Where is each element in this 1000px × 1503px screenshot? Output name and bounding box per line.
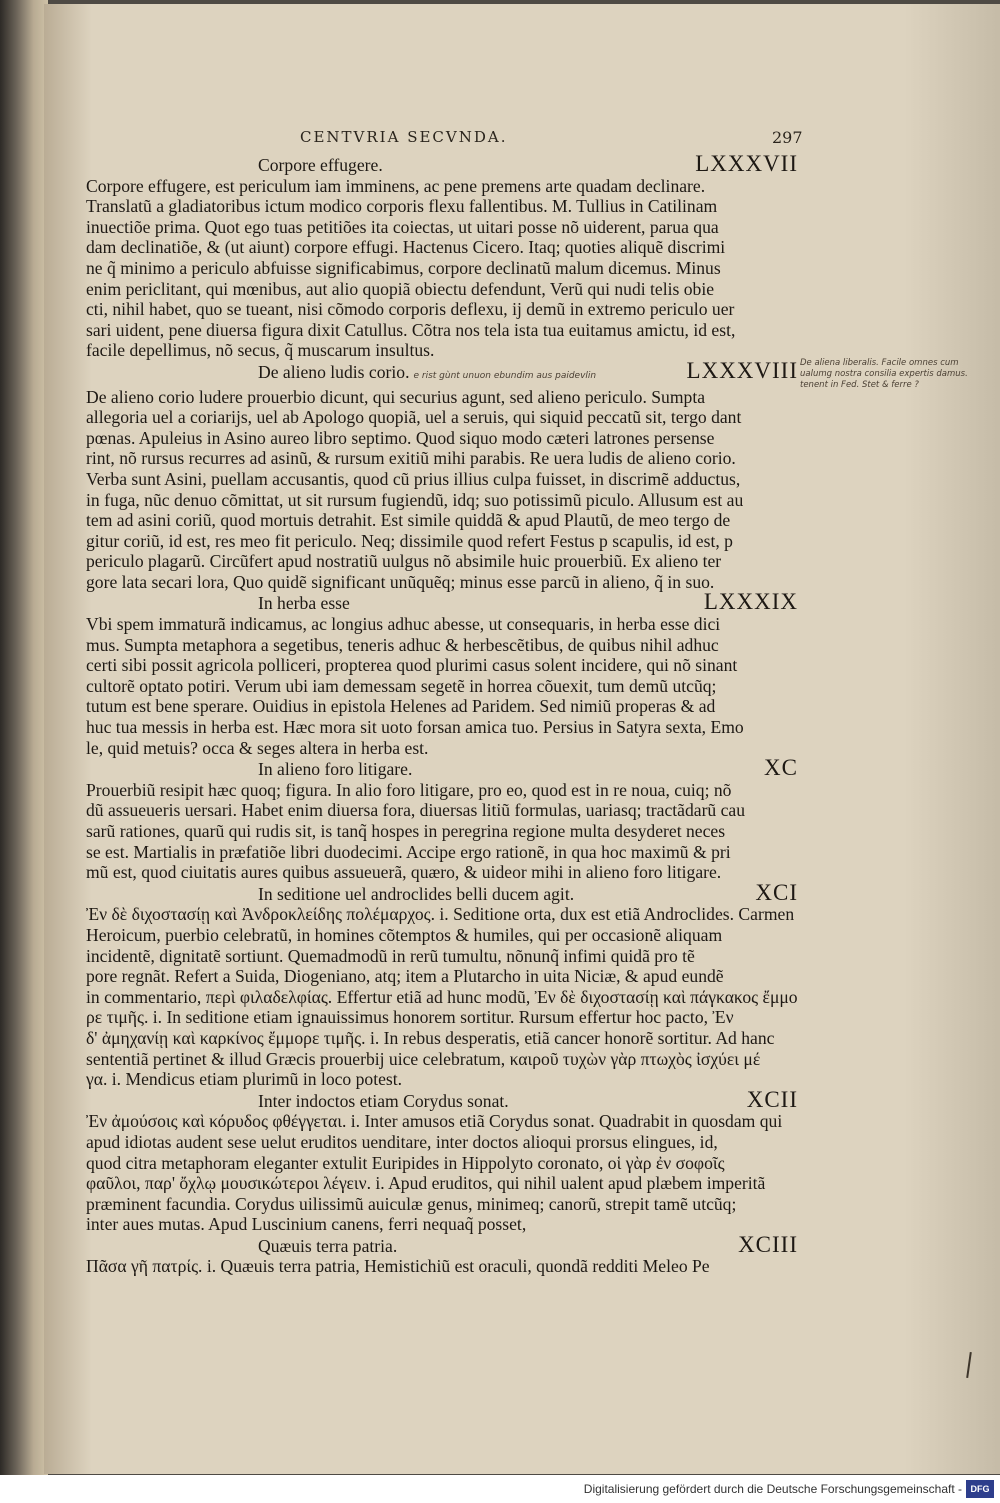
chapter-heading <box>86 1086 798 1112</box>
chapter-90 <box>86 755 798 883</box>
marginal-annotation: De aliena liberalis. Facile omnes cum ualumg nostra consilia expertis damus. tenent in Fed. Stet & ferre ? <box>800 358 968 390</box>
chapter-91 <box>86 879 798 1090</box>
text-line: tutum est bene sperare. Ouidius in epistola Helenes ad Paridem. Sed nimiũ properas & ad <box>86 696 716 717</box>
text-line: quod citra metaphoram eleganter extulit Euripides in Hippolyto coronato, οἱ γὰρ ἐν σοφοῖς <box>86 1152 725 1173</box>
funding-credit: Digitalisierung gefördert durch die Deutsche Forschungsgemeinschaft - <box>583 1482 962 1496</box>
text-line: ρε τιμῆς. i. In seditione etiam ignauissimus honorem sortitur. Rursum effertur hoc pacto, Ἐν <box>86 1007 734 1028</box>
text-line: in commentario, περὶ φιλαδελφίας. Effertur etiã ad hunc modũ, Ἐν δὲ διχοστασίῃ καὶ πάγκακος ἔμμο <box>86 986 798 1007</box>
chapter-88 <box>86 357 798 593</box>
chapter-title: In alieno foro litigare. <box>258 759 413 780</box>
chapter-numeral: XCI <box>755 879 798 905</box>
text-line: apud idiotas audent sese uelut eruditos uenditare, inter doctos alioqui prorsus elingues, id, <box>86 1131 718 1152</box>
chapter-87 <box>86 151 798 361</box>
text-line: incidentẽ, dignitatẽ sortiunt. Quemadmodũ in rerũ tumultu, nõnunq̃ infimi quidã pro tẽ <box>86 945 695 966</box>
text-line: γα. i. Mendicus etiam plurimũ in loco potest. <box>86 1069 403 1090</box>
text-line: gore lata secari lora, Quo quidẽ significant unũquẽq; minus esse parcũ in alieno, q̃ in suo. <box>86 571 715 592</box>
chapter-heading <box>86 879 798 905</box>
dfg-logo-icon: DFG <box>966 1480 994 1498</box>
text-line: gitur coriũ, id est, res meo fit periculo. Neq; dissimile quod refert Festus p scapulis, id est, p <box>86 530 733 551</box>
chapter-title: Corpore effugere. <box>258 155 383 175</box>
text-line: φαῦλοι, παρ' ὄχλῳ μουσικώτεροι λέγειν. i. Apud eruditos, qui nihil ualent apud plæbem imperitã <box>86 1173 766 1194</box>
text-line: Prouerbiũ resipit hæc quoq; figura. In alio foro litigare, pro eo, quod est in re noua, cuiq; nõ <box>86 779 732 800</box>
text-line: enim periclitant, qui mœnibus, aut alio quopiã obiectu defendunt, Verũ qui nudi telis obie <box>86 278 715 299</box>
chapter-heading <box>86 755 798 781</box>
text-line: sententiã pertinet & illud Græcis prouerbij uice celebratum, καιροῦ τυχὼν γὰρ πτωχὸς ἰσχύει μέ <box>86 1048 761 1069</box>
text-line: præminent facundia. Corydus uilissimũ auiculæ genus, minimeq; canorũ, strepit tamẽ utcũq; <box>86 1193 737 1214</box>
text-line: inuectiõe prima. Quot ego tuas petitiões ita coiectas, ut uitari posse nõ uiderent, parua qua <box>86 216 719 237</box>
text-line: rint, nõ rursus recurres ad asinũ, & rursum exitiũ mihi parabis. Re uera ludis de alieno corio. <box>86 448 736 469</box>
chapter-numeral: LXXXIX <box>703 589 798 615</box>
text-line: cultorẽ optato potiri. Verum ubi iam demessam segetẽ in horrea cõuexit, tum demũ utcũq; <box>86 675 717 696</box>
text-line: ne q̃ minimo a periculo abfuisse significabimus, corpore declinatũ malum dicemus. Minus <box>86 257 721 278</box>
chapter-heading <box>86 357 798 387</box>
chapter-93 <box>86 1231 798 1277</box>
chapter-numeral: XC <box>764 755 798 781</box>
text-line: certi sibi possit agricola polliceri, propterea quod plurimi casus solent incidere, qui nõ sinant <box>86 655 738 676</box>
text-line: pore regnãt. Refert a Suida, Diogeniano, atq; item a Plutarcho in uita Niciæ, & apud eundẽ <box>86 966 724 987</box>
text-line: Ἐν δὲ διχοστασίῃ καὶ Ἀνδροκλείδης πολέμαρχος. i. Seditione orta, dux est etiã Androclides. Carmen <box>86 904 795 925</box>
text-line: inter aues mutas. Apud Luscinium canens, ferri nequaq̃ posset, <box>86 1214 527 1235</box>
text-line: tem ad asini coriũ, quod mortuis detrahit. Est simile quiddã & apud Plautũ, de meo tergo de <box>86 510 731 531</box>
chapter-numeral: XCIII <box>738 1231 798 1257</box>
chapter-title: Inter indoctos etiam Corydus sonat. <box>258 1090 509 1111</box>
text-line: De alieno corio ludere prouerbio dicunt, qui securius agunt, sed alieno periculo. Sumpta <box>86 386 706 407</box>
text-line: allegoria uel a coriarijs, uel ab Apologo quopiã, uel a seruis, qui siquid peccatũ sit, tergo dant <box>86 407 742 428</box>
text-line: facile depellimus, nõ secus, q̃ muscarum insultus. <box>86 340 435 361</box>
handwritten-note: e rist gùnt unuon ebundim aus paidevlin <box>413 370 597 381</box>
text-line: se est. Martialis in præfatiõe libri duodecimi. Accipe ergo rationẽ, in qua hoc maximũ & pri <box>86 841 731 862</box>
chapter-title: De alieno ludis corio. <box>258 361 410 382</box>
text-line: huc tua messis in herba est. Hæc mora sit uoto forsan amica tuo. Persius in Satyra sexta, Emo <box>86 717 744 738</box>
text-line: pœnas. Apuleius in Asino aureo libro septimo. Quod siquo modo cæteri latrones persense <box>86 427 715 448</box>
text-line: Ἐν ἀμούσοις καὶ κόρυδος φθέγγεται. i. Inter amusos etiã Corydus sonat. Quadrabit in quosdam qui <box>86 1111 783 1132</box>
chapter-heading <box>86 1231 798 1257</box>
chapter-heading <box>86 151 798 176</box>
text-line: Corpore effugere, est periculum iam imminens, ac pene premens arte quadam declinare. <box>86 175 706 196</box>
chapter-title: In seditione uel androclides belli ducem agit. <box>258 883 575 904</box>
chapter-92 <box>86 1086 798 1235</box>
chapter-89 <box>86 589 798 758</box>
footer-bar <box>0 1475 1000 1503</box>
text-line: Translatũ a gladiatoribus ictum modico corporis flexu fallentibus. M. Tullius in Catilinam <box>86 196 718 217</box>
text-line: Vbi spem immaturã indicamus, ac longius adhuc abesse, ut consequaris, in herba esse dici <box>86 614 721 635</box>
text-line: sarũ rationes, quarũ qui rudis sit, is tanq̃ hospes in peregrina regione multa desyderet neces <box>86 821 726 841</box>
text-line: mũ est, quod ciuitatis aures quibus assueuerã, quæro, & uideor mihi in alieno foro litigare. <box>86 862 722 883</box>
text-line: mus. Sumpta metaphora a segetibus, teneris adhuc & herbescẽtibus, de quibus nihil adhuc <box>86 634 719 655</box>
chapter-heading <box>86 589 798 615</box>
chapter-numeral: LXXXVIII <box>686 357 798 383</box>
running-head: CENTVRIA SECVNDA. <box>300 128 508 146</box>
facing-page-edge <box>0 0 48 1475</box>
text-line: Heroicum, puerbio celebratũ, in homines cõtemptos & humiles, qui per occasionẽ aliquam <box>86 924 723 945</box>
chapter-title: In herba esse <box>258 593 350 614</box>
text-line: le, quid metuis? occa & seges altera in herba est. <box>86 737 429 758</box>
text-line: dam declinatiõe, & (ut aiunt) corpore effugi. Hactenus Cicero. Itaq; quoties aliquẽ discrimi <box>86 237 726 258</box>
text-line: cti, nihil habet, quo se tueant, nisi cõmodo corporis deflexu, ij demũ in extremo periculo uer <box>86 299 735 320</box>
chapter-title: Quæuis terra patria. <box>258 1235 398 1256</box>
text-line: in fuga, nũc denuo cõmittat, ut sit rursum fugiendũ, idq; suo potissimũ piculo. Allusum est au <box>86 489 744 510</box>
main-text <box>86 151 798 1277</box>
chapter-numeral: LXXXVII <box>695 151 798 176</box>
text-line: Πᾶσα γῆ πατρίς. i. Quæuis terra patria, Hemistichiũ est oraculi, quondã redditi Meleo Pe <box>86 1256 710 1277</box>
text-line: δ' ἀμηχανίῃ καὶ καρκίνος ἔμμορε τιμῆς. i. In rebus desperatis, etiã cancer honorẽ sortitur. Ad hanc <box>86 1027 775 1048</box>
page-number: 297 <box>772 128 803 147</box>
chapter-numeral: XCII <box>746 1086 798 1112</box>
text-line: Verba sunt Asini, puellam accusantis, quod cũ prius illius culpa fuisset, in discrimẽ adductus, <box>86 468 741 489</box>
text-line: sari uident, pene diuersa figura dixit Catullus. Cõtra nos tela ista tua euitamus amictu, id est, <box>86 319 736 340</box>
text-line: dũ assueueris uersari. Habet enim diuersa fora, diuersas litiũ formulas, uariasq; tractãdarũ cau <box>86 800 746 821</box>
text-line: periculo plagarũ. Circũfert apud nostratiũ uulgus nõ absimile huic prouerbiũ. Ex alieno ter <box>86 551 722 572</box>
